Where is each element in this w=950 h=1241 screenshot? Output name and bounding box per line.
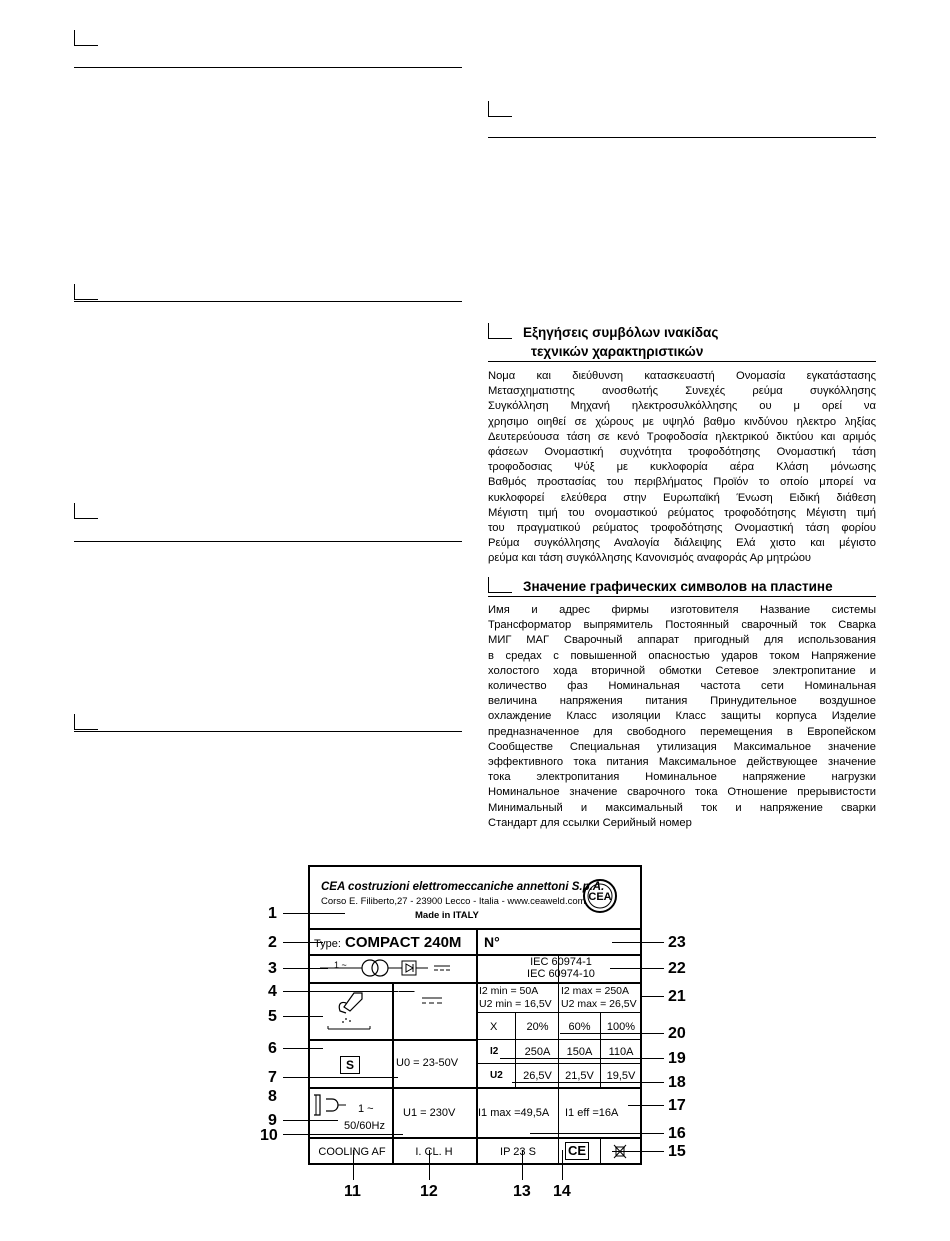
greek-legend-text — [488, 369, 876, 567]
u1-value: U1 = 230V — [403, 1107, 456, 1119]
s-symbol: S — [340, 1056, 360, 1074]
section-rule — [488, 137, 876, 138]
u2-min: U2 min = 16,5V — [479, 998, 552, 1010]
russian-legend-text — [488, 603, 876, 831]
section-rule — [74, 67, 462, 68]
ce-mark-icon: CE — [565, 1142, 589, 1160]
callout-11: 11 — [344, 1183, 361, 1200]
callout-17: 17 — [668, 1097, 686, 1114]
legend-line: Минимальный и максимальный ток и напряжение сварки — [488, 801, 876, 814]
section-rule — [488, 361, 876, 362]
ip-rating: IP 23 S — [500, 1146, 536, 1158]
greek-title-line2: τεχνικών χαρακτηριστικών — [531, 344, 704, 359]
legend-line: Νομα και διεύθυνση κατασκευαστή Ονομασία εγκατάστασης — [488, 370, 876, 382]
callout-5: 5 — [268, 1008, 277, 1025]
u2-label: U2 — [490, 1070, 503, 1081]
u2-value: 19,5V — [606, 1070, 636, 1082]
callout-18: 18 — [668, 1074, 686, 1091]
i2-value: 250A — [524, 1046, 551, 1058]
callout-4: 4 — [268, 983, 277, 1000]
legend-line: величина напряжения питания Принудительное воздушное — [488, 695, 876, 708]
legend-line: Номинальное значение сварочного тока Отношение прерывистости — [488, 786, 876, 799]
legend-line: Μέγιστη τιμή του ονομαστικού ρεύματος τροφοδότησης Μέγιστη τιμή — [488, 506, 876, 519]
rating-plate — [308, 865, 642, 1165]
u2-max: U2 max = 26,5V — [561, 998, 637, 1010]
greek-title-line1: Εξηγήσεις συμβόλων ινακίδας — [523, 325, 719, 340]
mig-torch-icon — [324, 989, 374, 1033]
legend-line: Стандарт для ссылки Серийный номер — [488, 816, 692, 829]
callout-3: 3 — [268, 960, 277, 977]
callout-20: 20 — [668, 1025, 686, 1042]
section-marker — [488, 323, 512, 339]
x-value: 20% — [526, 1021, 549, 1033]
legend-line: предназначенное для свободного перемещения в Европейском — [488, 725, 876, 738]
russian-title: Значение графических символов на пластине — [523, 579, 833, 594]
x-label: X — [490, 1021, 498, 1033]
legend-line: ρεύμα και τάση συγκόλλησης Κανονισμός αναφοράς Αρ μητρώου — [488, 552, 812, 565]
callout-7: 7 — [268, 1069, 277, 1086]
x-value: 60% — [568, 1021, 591, 1033]
serial-label: N° — [484, 934, 500, 950]
callout-19: 19 — [668, 1050, 686, 1067]
legend-line: Имя и адрес фирмы изготовителя Название системы — [488, 604, 876, 616]
legend-line: количество фаз Номинальная частота сети Номинальная — [488, 680, 876, 693]
callout-13: 13 — [513, 1183, 531, 1200]
legend-line: Βαθμός προστασίας του περιβλήματος Προϊόν το οποίο μπορεί να — [488, 476, 876, 489]
legend-line: φάσεων Ονομαστική συχνότητα τροφοδότησης Ονομαστική τάση — [488, 446, 876, 459]
model-name: COMPACT 240M — [345, 934, 462, 951]
insulation-class: I. CL. H — [415, 1146, 453, 1158]
u2-value: 26,5V — [523, 1070, 552, 1082]
legend-line: Μετασχηματιστης ανοσθωτής Συνεχές ρεύμα συγκόλλησης — [488, 385, 876, 398]
mains-phase: 1 ~ — [358, 1103, 374, 1115]
section-marker — [74, 714, 98, 730]
transformer-rectifier-icon — [310, 955, 476, 982]
made-in-label: Made in ITALY — [415, 910, 479, 921]
i1-eff: I1 eff =16A — [565, 1107, 619, 1119]
callout-21: 21 — [668, 988, 686, 1005]
section-marker — [74, 30, 98, 46]
standard-2: IEC 60974-10 — [527, 968, 595, 980]
legend-line: Ρεύμα συγκόλλησης Αναλογία διάλειψης Ελά χιστο και μέγιστο — [488, 537, 876, 550]
legend-line: του πραγματικού ρεύματος τροφοδότησης Ονομαστική τάση φορίου — [488, 522, 876, 535]
standard-1: IEC 60974-1 — [530, 956, 592, 968]
mains-plug-icon — [312, 1093, 348, 1117]
callout-15: 15 — [668, 1143, 686, 1160]
u2-value: 21,5V — [565, 1070, 594, 1082]
legend-line: МИГ МАГ Сварочный аппарат пригодный для использования — [488, 634, 876, 647]
callout-1: 1 — [268, 905, 277, 922]
section-rule — [74, 731, 462, 732]
i2-value: 110A — [608, 1046, 634, 1058]
legend-line: τροφοδοσιας Ψύξ με κυκλοφορία αέρα Κλάση μόνωσης — [488, 461, 876, 474]
callout-14: 14 — [553, 1183, 571, 1200]
legend-line: в средах с повышенной опасностью ударов током Напряжение — [488, 649, 876, 662]
manufacturer-address: Corso E. Filiberto,27 - 23900 Lecco - Italia - www.ceaweld.com — [321, 896, 586, 907]
callout-6: 6 — [268, 1040, 277, 1057]
phase-label: 1 ~ — [334, 960, 347, 970]
i2-min: I2 min = 50A — [479, 985, 539, 997]
callout-23: 23 — [668, 934, 686, 951]
section-marker — [488, 101, 512, 117]
legend-line: холостого хода вторичной обмотки Сетевое электропитание и — [488, 664, 876, 677]
callout-16: 16 — [668, 1125, 686, 1142]
legend-line: Сообществе Специальная утилизация Максимальное значение — [488, 740, 876, 753]
section-rule — [488, 596, 876, 597]
legend-line: Δευτερεύουσα τάση σε κενό Τροφοδοσία ηλεκτρικού δικτύου και αριμός — [488, 430, 876, 443]
callout-8: 8 — [268, 1088, 277, 1105]
section-rule — [74, 541, 462, 542]
legend-line: тока электропитания Номинальное напряжение нагрузки — [488, 771, 876, 784]
legend-line: охлаждение Класс изоляции Класс защиты корпуса Изделие — [488, 710, 876, 723]
x-value: 100% — [606, 1021, 636, 1033]
cooling: COOLING AF — [318, 1146, 386, 1158]
callout-10: 10 — [260, 1127, 278, 1144]
legend-line: χρησιμο οιηθεί σε χώρους με υψηλό βαθμο κινδύνου ηλεκτρο ληξίας — [488, 415, 876, 428]
i2-label: I2 — [490, 1046, 499, 1057]
u0-value: U0 = 23-50V — [396, 1057, 459, 1069]
section-marker — [488, 577, 512, 593]
svg-text:CEA: CEA — [588, 891, 612, 903]
i1-max: I1 max =49,5A — [478, 1107, 550, 1119]
callout-12: 12 — [420, 1183, 438, 1200]
legend-line: Συγκόλληση Μηχανή ηλεκτροσυλκόλλησης ου μ ορεί να — [488, 400, 876, 413]
section-rule — [74, 301, 462, 302]
legend-line: эффективного тока питания Максимальное действующее значение — [488, 756, 876, 769]
type-label: Type: — [314, 938, 341, 950]
callout-22: 22 — [668, 960, 686, 977]
i2-value: 150A — [566, 1046, 593, 1058]
legend-line: Трансформатор выпрямитель Постоянный сварочный ток Сварка — [488, 619, 876, 632]
cea-logo-icon — [582, 878, 618, 914]
legend-line: κυκλοφορεί ελεύθερα στην Ευρωπαϊκή Ένωση Ειδική διάθεση — [488, 491, 876, 504]
section-marker — [74, 284, 98, 300]
mains-frequency: 50/60Hz — [344, 1120, 385, 1132]
i2-max: I2 max = 250A — [561, 985, 629, 997]
manufacturer-name: CEA costruzioni elettromeccaniche annettoni S.p.A. — [321, 881, 605, 893]
section-marker — [74, 503, 98, 519]
callout-2: 2 — [268, 934, 277, 951]
callout-9: 9 — [268, 1112, 277, 1129]
